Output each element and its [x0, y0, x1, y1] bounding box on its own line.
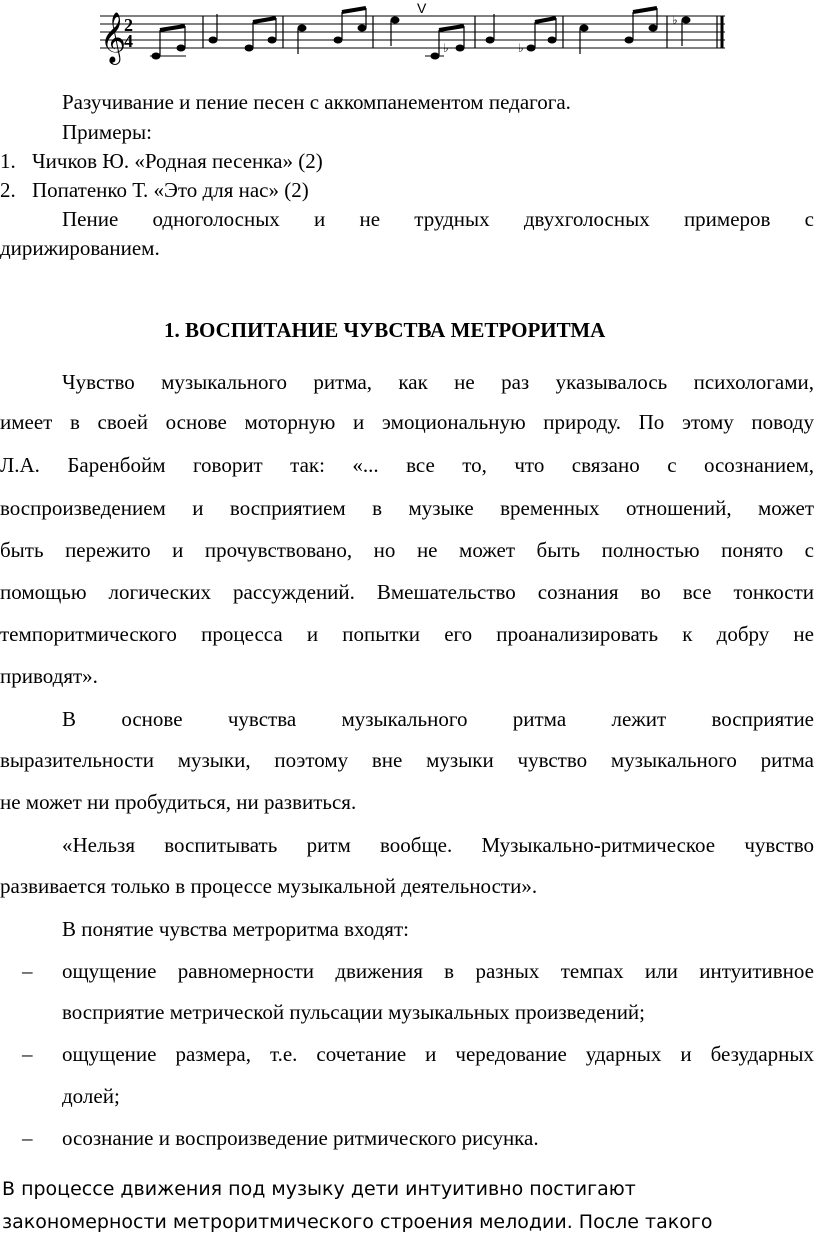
text-line: помощью логических рассуждений. Вмешательство сознания во все тонкости [0, 580, 814, 604]
music-staff [100, 0, 740, 72]
bullet-item-line: долей; [62, 1084, 120, 1108]
list-item: Чичков Ю. «Родная песенка» (2) [32, 149, 323, 173]
list-item: Попатенко Т. «Это для нас» (2) [32, 178, 309, 202]
intro-paragraph-line: Пение одноголосных и не трудных двухголосных примеров с [62, 207, 814, 231]
flat-icon: ♭ [672, 13, 678, 27]
text-line: не может ни пробудиться, ни развиться. [0, 790, 357, 814]
bullet-item-line: ощущение размера, т.е. сочетание и чередование ударных и безударных [62, 1042, 814, 1066]
measure-2 [209, 14, 277, 52]
flat-icon: ♭ [518, 41, 524, 55]
text-line: приводят». [0, 664, 98, 688]
bullet-item-line: осознание и воспроизведение ритмического рисунка. [62, 1126, 539, 1150]
measure-5 [486, 14, 557, 55]
text-line: Л.А. Баренбойм говорит так: «... все то, что связано с осознанием, [0, 453, 814, 477]
text-line: В процессе движения под музыку дети интуитивно постигают [2, 1178, 636, 1200]
intro-line: Разучивание и пение песен с аккомпанементом педагога. [62, 90, 571, 114]
text-line: темпоритмического процесса и попытки его проанализировать к добру не [0, 622, 814, 646]
intro-paragraph-line: дирижированием. [0, 236, 160, 260]
examples-label: Примеры: [62, 120, 152, 144]
time-signature-bottom: 4 [124, 31, 133, 51]
bullet-item-line: восприятие метрической пульсации музыкальных произведений; [62, 1000, 646, 1024]
measure-6 [580, 8, 658, 54]
breath-mark: V [417, 0, 427, 16]
text-line: Чувство музыкального ритма, как не раз указывалось психологами, [62, 370, 814, 394]
treble-clef-icon: 𝄞 [100, 12, 127, 63]
text-line: развивается только в процессе музыкальной деятельности». [0, 874, 538, 898]
text-line: В основе чувства музыкального ритма лежит восприятие [62, 707, 814, 731]
measure-1 [150, 26, 186, 60]
text-line: имеет в своей основе моторную и эмоциональную природу. По этому поводу [0, 410, 814, 434]
text-line: «Нельзя воспитывать ритм вообще. Музыкально-ритмическое чувство [62, 833, 814, 857]
text-line: быть пережито и прочувствовано, но не может быть полностью понято с [0, 538, 814, 562]
dash-bullet-icon: – [22, 959, 33, 983]
text-line: воспроизведением и восприятием в музыке временных отношений, может [0, 496, 814, 520]
flat-icon: ♭ [443, 41, 449, 55]
list-number: 1. [0, 149, 16, 173]
music-notation [100, 0, 740, 72]
measure-4 [391, 0, 465, 60]
time-signature-top: 2 [124, 15, 133, 35]
bullet-item-line: ощущение равномерности движения в разных темпах или интуитивное [62, 959, 814, 983]
measure-3 [298, 8, 367, 54]
list-number: 2. [0, 178, 16, 202]
text-line: закономерности метроритмического строения мелодии. После такого [2, 1211, 713, 1233]
text-line: выразительности музыки, поэтому вне музыки чувство музыкального ритма [0, 748, 814, 772]
text-line: В понятие чувства метроритма входят: [62, 917, 409, 941]
dash-bullet-icon: – [22, 1042, 33, 1066]
dash-bullet-icon: – [22, 1126, 33, 1150]
measure-7 [672, 13, 691, 46]
section-heading: 1. ВОСПИТАНИЕ ЧУВСТВА МЕТРОРИТМА [164, 318, 606, 342]
